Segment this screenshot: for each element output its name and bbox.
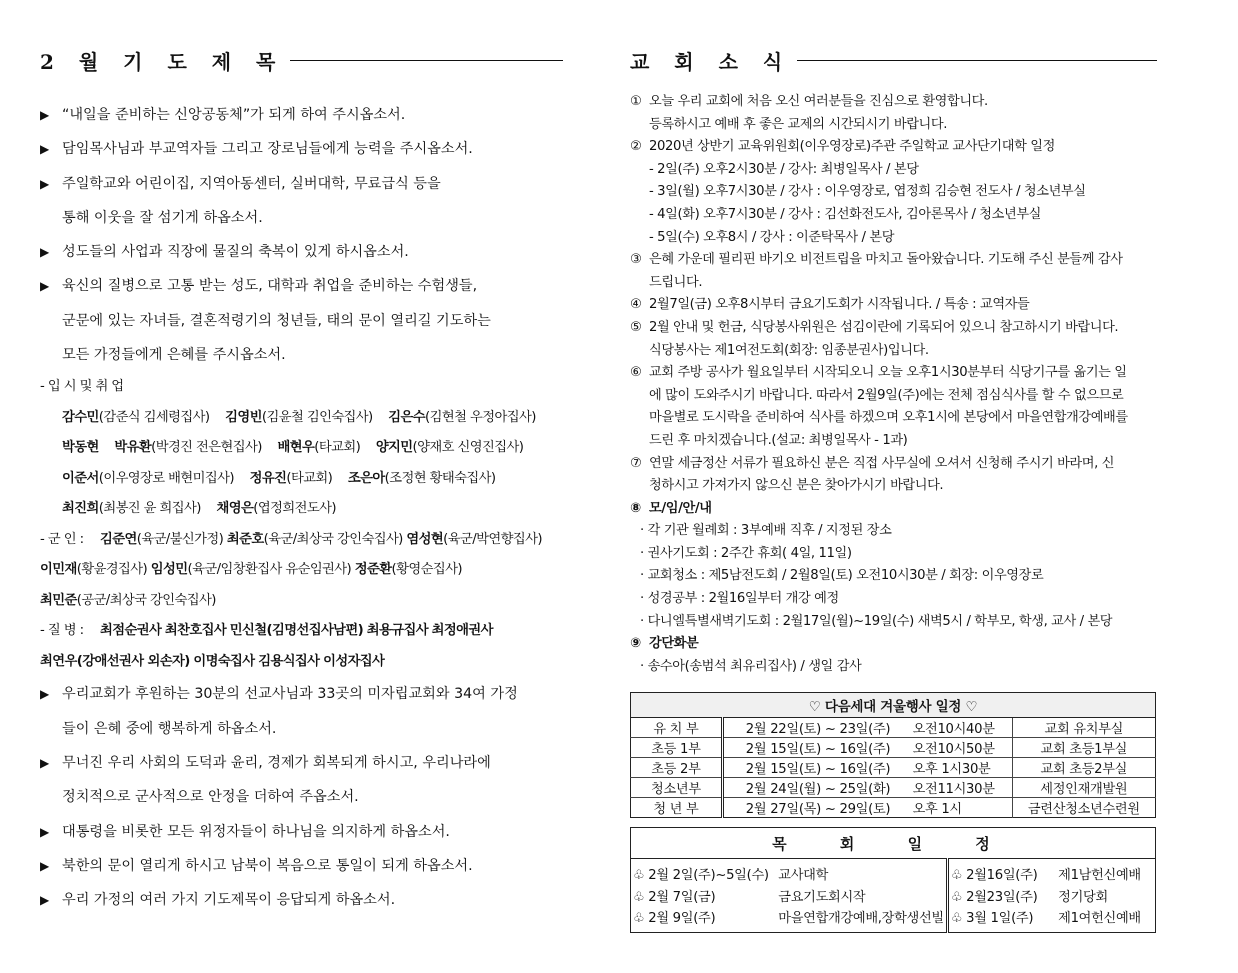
prayer-item: ▶ “내일을 준비하는 신앙공동체”가 되게 하여 주시옵소서. bbox=[40, 100, 565, 134]
news-item: ① 오늘 우리 교회에 처음 오신 여러분들을 진심으로 환영합니다. bbox=[630, 94, 988, 109]
table-row: 초등 1부 2월 15일(토) ~ 16일(주) 오전10시50분 교회 초등1부실 bbox=[631, 738, 1156, 758]
illness-row: - 질 병 : 최점순권사 최찬호집사 민신철(김명선집사남편) 최용규집사 최정애권사 bbox=[40, 618, 565, 649]
table-row: 청 년 부 2월 27일(목) ~ 29일(토) 오후 1시 금련산청소년수련원 bbox=[631, 798, 1156, 818]
prayer-heading-title: 2 월 기 도 제 목 bbox=[40, 50, 285, 74]
prayer-list bbox=[40, 100, 565, 919]
heading-rule bbox=[797, 60, 1157, 61]
prayer-item: ▶ 우리 가정의 여러 가지 기도제목이 응답되게 하옵소서. bbox=[40, 885, 565, 919]
club-icon: ♧ bbox=[950, 911, 963, 926]
news-item-continued: 드린 후 마치겠습니다.(설교: 최병일목사 - 1과) bbox=[649, 432, 908, 448]
military-row: 이민재(황윤경집사) 임성민(육군/임창환집사 유순임권사) 정준환(황영순집사) bbox=[40, 562, 462, 578]
triangle-bullet-icon: ▶ bbox=[40, 858, 50, 873]
table-row: 유 치 부 2월 22일(토) ~ 23일(주) 오전10시40분 교회 유치부실 bbox=[631, 718, 1156, 738]
admission-row: 감수민(감준식 김세령집사) 김영빈(김윤철 김인숙집사) 김은수(김현철 우정아집사) bbox=[62, 409, 536, 425]
prayer-item-continued: 군문에 있는 자녀들, 결혼적령기의 청년들, 태의 문이 열리길 기도하는 bbox=[62, 312, 491, 329]
meeting-item: · 다니엘특별새벽기도회 : 2월17일(월)~19일(수) 새벽5시 / 학부모, 학생, 교사 / 본당 bbox=[640, 613, 1113, 629]
news-item-continued: 마을별로 도시락을 준비하여 식사를 하겠으며 오후1시에 본당에서 마을연합개강예배를 bbox=[649, 410, 1128, 426]
news-item: ⑦ 연말 세금정산 서류가 필요하신 분은 직접 사무실에 오셔서 신청해 주시기 바라며, 신 bbox=[630, 455, 1115, 471]
meeting-item: · 권사기도회 : 2주간 휴회( 4일, 11일) bbox=[640, 545, 852, 561]
triangle-bullet-icon: ▶ bbox=[40, 108, 50, 122]
triangle-bullet-icon: ▶ bbox=[40, 279, 50, 294]
news-item-continued: 식당봉사는 제1여전도회(회장: 임종분권사)입니다. bbox=[649, 342, 929, 358]
meeting-item: · 교회청소 : 제5남전도회 / 2월8일(토) 오전10시30분 / 회장: 이우영장로 bbox=[640, 568, 1044, 584]
flowers-heading: ⑨ 강단화분 bbox=[630, 636, 699, 652]
news-subitem: - 5일(수) 오후8시 / 강사 : 이준탁목사 / 본당 bbox=[649, 229, 895, 245]
prayer-item: ▶ 성도들의 사업과 직장에 물질의 축복이 있게 하시옵소서. bbox=[40, 237, 565, 271]
prayer-item: ▶ 육신의 질병으로 고통 받는 성도, 대학과 취업을 준비하는 수험생들, bbox=[40, 271, 565, 305]
triangle-bullet-icon: ▶ bbox=[40, 245, 50, 260]
news-item: ⑤ 2월 안내 및 헌금, 식당봉사위원은 섬김이란에 기록되어 있으니 참고하시기 바랍니다. bbox=[630, 319, 1119, 335]
prayer-item: ▶ 우리교회가 후원하는 30분의 선교사님과 33곳의 미자립교회와 34여 가정 bbox=[40, 679, 565, 713]
schedule-right-column bbox=[947, 859, 1155, 933]
news-item: ③ 은혜 가운데 필리핀 바기오 비전트립을 마치고 돌아왔습니다. 기도해 주신 분들께 감사 bbox=[630, 252, 1123, 268]
prayer-item-continued: 들이 은혜 중에 행복하게 하옵소서. bbox=[62, 720, 277, 737]
schedule-item: ♧ 2월16일(주) 제1남헌신예배 bbox=[950, 868, 1141, 883]
heading-rule bbox=[290, 60, 563, 61]
admission-row: 박동현 박유환(박경진 전은현집사) 배현우(타교회) 양지민(양재호 신영진집사) bbox=[62, 440, 524, 456]
meeting-item: · 각 기관 월례회 : 3부예배 직후 / 지정된 장소 bbox=[640, 523, 892, 539]
triangle-bullet-icon: ▶ bbox=[40, 142, 50, 157]
news-item-continued: 등록하시고 예배 후 좋은 교제의 시간되시기 바랍니다. bbox=[649, 116, 948, 132]
club-icon: ♧ bbox=[950, 889, 963, 905]
prayer-item-continued: 정치적으로 군사적으로 안정을 더하여 주옵소서. bbox=[62, 789, 359, 806]
news-item: ⑥ 교회 주방 공사가 월요일부터 시작되오니 오늘 오후1시30분부터 식당기구를 옮기는 일 bbox=[630, 365, 1127, 381]
schedule-item: ♧ 2월23일(주) 정기당회 bbox=[950, 889, 1108, 905]
club-icon: ♧ bbox=[633, 911, 645, 926]
illness-row: 최연우(강애선권사 외손자) 이명숙집사 김용식집사 이성자집사 bbox=[40, 653, 385, 669]
winter-events-table bbox=[630, 692, 1156, 818]
news-subitem: - 4일(화) 오후7시30분 / 강사 : 김선화전도사, 김아론목사 / 청소년부실 bbox=[649, 206, 1041, 222]
meetings-heading: ⑧ 모/임/안/내 bbox=[630, 500, 712, 516]
news-item: ② 2020년 상반기 교육위원회(이우영장로)주관 주일학교 교사단기대학 일정 bbox=[630, 139, 1055, 155]
schedule-item: ♧ 2월 2일(주)~5일(수) 교사대학 bbox=[633, 868, 829, 883]
prayer-item-continued: 통해 이웃을 잘 섬기게 하옵소서. bbox=[62, 209, 263, 226]
prayer-item: ▶ 담임목사님과 부교역자들 그리고 장로님들에게 능력을 주시옵소서. bbox=[40, 134, 565, 168]
prayer-item: ▶ 무너진 우리 사회의 도덕과 윤리, 경제가 회복되게 하시고, 우리나라에 bbox=[40, 748, 565, 782]
admission-label: - 입 시 및 취 업 bbox=[40, 379, 124, 395]
table-row: 초등 2부 2월 15일(토) ~ 16일(주) 오후 1시30분 교회 초등2부실 bbox=[631, 758, 1156, 778]
triangle-bullet-icon: ▶ bbox=[40, 824, 50, 839]
prayer-item: ▶ 북한의 문이 열리게 하시고 남북이 복음으로 통일이 되게 하옵소서. bbox=[40, 851, 565, 885]
triangle-bullet-icon: ▶ bbox=[40, 755, 50, 770]
prayer-item: ▶ 대통령을 비롯한 모든 위정자들이 하나님을 의지하게 하옵소서. bbox=[40, 817, 565, 851]
winter-table-title: ♡ 다음세대 겨울행사 일정 ♡ bbox=[631, 693, 1156, 718]
military-label: - 군 인 : bbox=[40, 531, 84, 547]
news-item-continued: 에 많이 도와주시기 바랍니다. 따라서 2월9일(주)에는 전체 점심식사를 할 수 없으므로 bbox=[649, 387, 1124, 403]
military-row: 최민준(공군/최상국 강인숙집사) bbox=[40, 592, 216, 608]
club-icon: ♧ bbox=[633, 889, 645, 905]
admission-row: 이준서(이우영장로 배현미집사) 정유진(타교회) 조은아(조정현 황태숙집사) bbox=[62, 470, 496, 486]
table-row: 청소년부 2월 24일(월) ~ 25일(화) 오전11시30분 세정인재개발원 bbox=[631, 778, 1156, 798]
military-row: - 군 인 : 김준연(육군/불신가정) 최준호(육군/최상국 강인숙집사) 염성현(육군/박연향집사) bbox=[40, 527, 565, 558]
prayer-heading bbox=[40, 46, 563, 75]
illness-label: - 질 병 : bbox=[40, 623, 84, 639]
club-icon: ♧ bbox=[633, 868, 645, 883]
triangle-bullet-icon: ▶ bbox=[40, 893, 50, 908]
schedule-item: ♧ 3월 1일(주) 제1여헌신예배 bbox=[950, 911, 1141, 926]
flowers-item: · 송수아(송범석 최유리집사) / 생일 감사 bbox=[640, 658, 862, 674]
pastoral-table-title: 목 회 일 정 bbox=[631, 828, 1156, 859]
news-subitem: - 2일(주) 오후2시30분 / 강사: 최병일목사 / 본당 bbox=[649, 161, 919, 177]
news-item-continued: 청하시고 가져가지 않으신 분은 찾아가시기 바랍니다. bbox=[649, 478, 944, 494]
prayer-item-continued: 모든 가정들에게 은혜를 주시옵소서. bbox=[62, 347, 286, 364]
news-list bbox=[630, 91, 1157, 678]
triangle-bullet-icon: ▶ bbox=[40, 687, 50, 702]
club-icon: ♧ bbox=[950, 868, 963, 883]
news-item-continued: 드립니다. bbox=[649, 274, 703, 290]
meeting-item: · 성경공부 : 2월16일부터 개강 예정 bbox=[640, 591, 839, 607]
prayer-item: ▶ 주일학교와 어린이집, 지역아동센터, 실버대학, 무료급식 등을 bbox=[40, 169, 565, 203]
schedule-item: ♧ 2월 9일(주) 마을연합개강예배,장학생선빌 bbox=[633, 911, 944, 926]
schedule-item: ♧ 2월 7일(금) 금요기도회시작 bbox=[633, 889, 866, 905]
news-heading bbox=[630, 46, 1157, 75]
pastoral-schedule-table bbox=[630, 827, 1156, 933]
news-item: ④ 2월7일(금) 오후8시부터 금요기도회가 시작됩니다. / 특송 : 교역자들 bbox=[630, 297, 1030, 313]
news-subitem: - 3일(월) 오후7시30분 / 강사 : 이우영장로, 엽정희 김승현 전도사 / 청소년부실 bbox=[649, 184, 1086, 200]
triangle-bullet-icon: ▶ bbox=[40, 176, 50, 191]
news-heading-title: 교 회 소 식 bbox=[630, 50, 792, 74]
admission-row: 최진희(최봉진 윤 희집사) 채영은(엽정희전도사) bbox=[62, 501, 336, 517]
schedule-left-column bbox=[631, 859, 948, 933]
